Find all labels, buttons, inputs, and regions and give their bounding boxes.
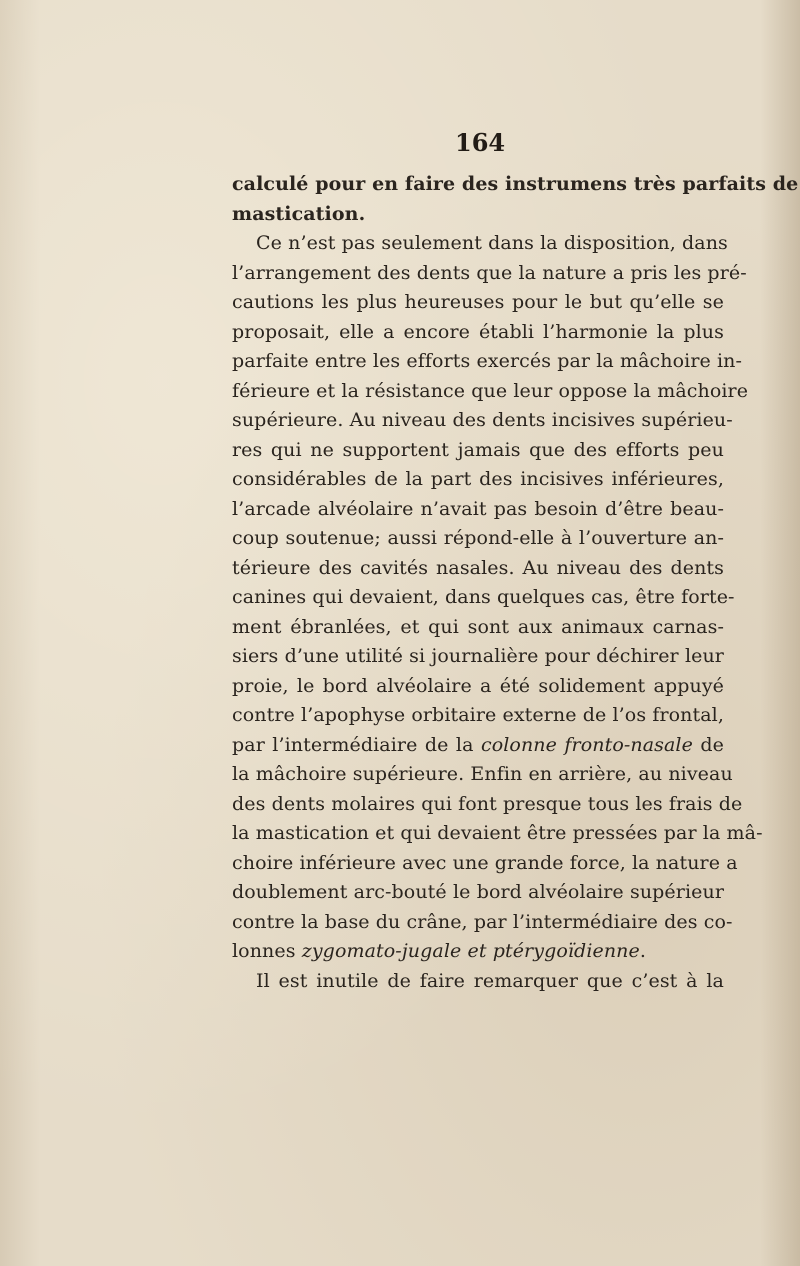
text-line: cautions les plus heureuses pour le but qu’elle se — [232, 291, 724, 313]
body-text — [232, 170, 799, 996]
text-line: proie, le bord alvéolaire a été solidement appuyé — [232, 674, 724, 697]
text-line: considérables de la part des incisives inférieures, — [232, 468, 724, 490]
text-line: la mâchoire supérieure. Enfin en arrière, au niveau — [232, 763, 733, 785]
text-line: Il est inutile de faire remarquer que c’est à la — [256, 969, 724, 992]
text-line: supérieure. Au niveau des dents incisives supérieu- — [232, 409, 733, 431]
text-line: mastication. — [232, 202, 366, 225]
text-line: la mastication et qui devaient être pressées par la mâ- — [232, 822, 763, 844]
text-line: térieure des cavités nasales. Au niveau des dents — [232, 556, 724, 579]
text-line: res qui ne supportent jamais que des efforts peu — [232, 438, 724, 461]
text-line: par l’intermédiaire de la colonne fronto-nasale de — [232, 733, 724, 756]
text-line: lonnes zygomato-jugale et ptérygoïdienne. — [232, 940, 646, 962]
text-line: doublement arc-bouté le bord alvéolaire supérieur — [232, 881, 724, 903]
text-line: calculé pour en faire des instrumens très parfaits de — [232, 173, 799, 195]
text-line: l’arrangement des dents que la nature a pris les pré- — [232, 261, 747, 284]
page-number: 164 — [455, 128, 506, 157]
text-line: ment ébranlées, et qui sont aux animaux carnas- — [232, 615, 724, 638]
text-line: contre l’apophyse orbitaire externe de l’os frontal, — [232, 704, 725, 726]
text-line: contre la base du crâne, par l’intermédiaire des co- — [232, 910, 733, 933]
text-line: Ce n’est pas seulement dans la disposition, dans — [256, 232, 728, 254]
text-line: des dents molaires qui font presque tous les frais de — [232, 792, 743, 815]
text-line: parfaite entre les efforts exercés par la mâchoire in- — [232, 350, 743, 372]
text-line: coup soutenue; aussi répond-elle à l’ouverture an- — [232, 527, 724, 549]
text-line: choire inférieure avec une grande force, la nature a — [232, 851, 738, 874]
italic-term: zygomato-jugale et ptérygoïdienne — [301, 940, 640, 962]
text-line: proposait, elle a encore établi l’harmonie la plus — [232, 320, 724, 343]
text-line: l’arcade alvéolaire n’avait pas besoin d’être beau- — [232, 497, 724, 520]
text-line: siers d’une utilité si journalière pour déchirer leur — [232, 645, 724, 667]
text-line: canines qui devaient, dans quelques cas, être forte- — [232, 586, 735, 608]
text-line: férieure et la résistance que leur oppose la mâchoire — [232, 379, 749, 402]
italic-term: colonne fronto-nasale — [480, 733, 693, 756]
